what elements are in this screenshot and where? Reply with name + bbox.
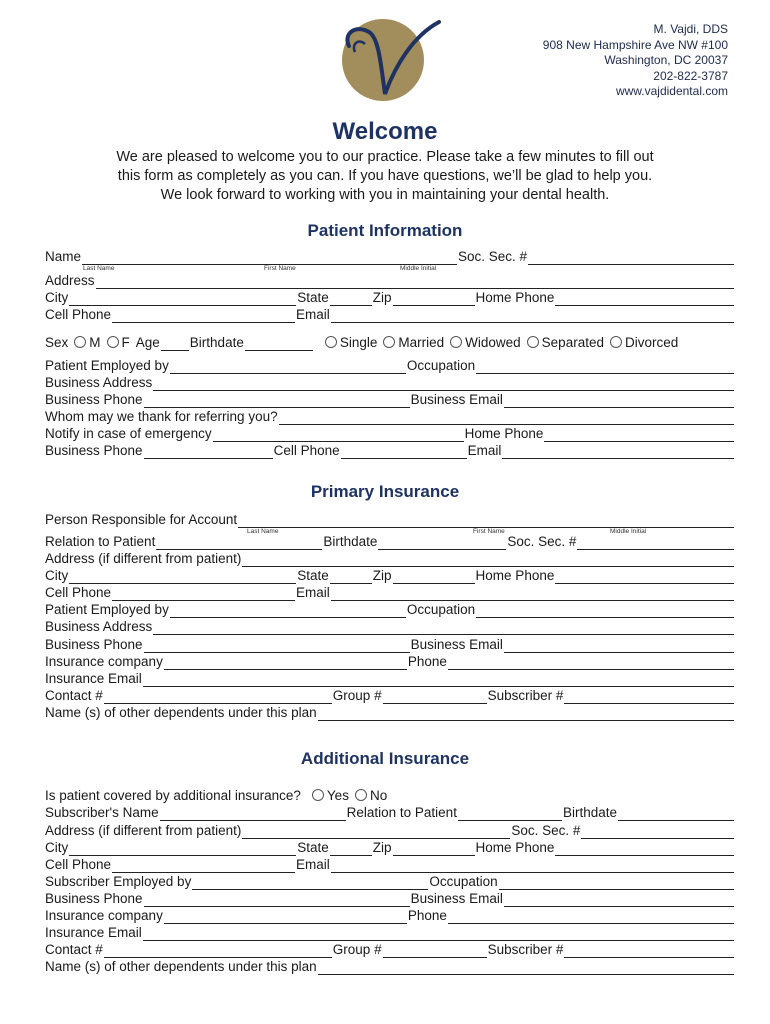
practice-website[interactable]: www.vajdidental.com [615, 84, 728, 98]
email-label: Email [296, 307, 330, 322]
subscriber-name-field[interactable] [160, 807, 346, 821]
city-label: City [45, 290, 69, 305]
primary-address-label: Address (if different from patient) [45, 551, 242, 566]
birthdate-field[interactable] [245, 337, 313, 351]
emergency-field[interactable] [213, 428, 464, 442]
primary-dependents-row [45, 704, 735, 721]
primary-ins-email-row [45, 670, 735, 687]
employer-label: Patient Employed by [45, 358, 169, 373]
city-state-zip: Washington, DC 20037 [604, 53, 728, 67]
intro-line-3: We look forward to working with you in maintaining your dental health. [160, 187, 610, 203]
additional-business-phone-row [45, 890, 735, 907]
home-phone-field[interactable] [555, 292, 734, 306]
primary-cell-field[interactable] [112, 587, 295, 601]
additional-employer-field[interactable] [192, 876, 428, 890]
responsible-field[interactable] [238, 514, 734, 528]
primary-home-phone-field[interactable] [555, 570, 734, 584]
additional-subscriber-field[interactable] [564, 944, 734, 958]
age-field[interactable] [161, 337, 189, 351]
additional-cell-label: Cell Phone [45, 857, 112, 872]
additional-subscriber-label: Subscriber # [487, 942, 564, 957]
additional-cell-row [45, 856, 735, 873]
business-address-row [45, 374, 735, 391]
sex-label: Sex [45, 335, 69, 350]
divorced-option[interactable]: Divorced [610, 335, 678, 351]
additional-phone-label: Phone [407, 908, 447, 923]
primary-group-label: Group # [332, 688, 382, 703]
first-name-caption: First Name [264, 265, 296, 272]
additional-relation-label: Relation to Patient [346, 805, 457, 820]
primary-occupation-label: Occupation [406, 602, 476, 617]
business-phone-row [45, 391, 735, 408]
additional-address-row [45, 822, 735, 839]
primary-birthdate-field[interactable] [378, 536, 506, 550]
additional-contact-label: Contact # [45, 942, 103, 957]
relation-field[interactable] [156, 536, 322, 550]
additional-city-field[interactable] [69, 842, 296, 856]
radio-icon[interactable] [107, 336, 119, 348]
state-label: State [297, 290, 329, 305]
referral-label: Whom may we thank for referring you? [45, 409, 278, 424]
additional-home-phone-label: Home Phone [475, 840, 555, 855]
primary-phone-field[interactable] [448, 656, 734, 670]
additional-cell-field[interactable] [112, 859, 295, 873]
practice-phone: 202-822-3787 [653, 68, 728, 83]
primary-contact-row [45, 687, 735, 704]
cell-field[interactable] [112, 309, 295, 323]
additional-zip-label: Zip [372, 840, 392, 855]
additional-business-phone-label: Business Phone [45, 891, 143, 906]
radio-icon[interactable] [74, 336, 86, 348]
primary-company-row [45, 653, 735, 670]
primary-insurance-heading: Primary Insurance [310, 482, 460, 501]
additional-dependents-row [45, 958, 735, 975]
primary-city-label: City [45, 568, 69, 583]
primary-ins-email-field[interactable] [143, 673, 734, 687]
sex-f-option[interactable]: F [107, 335, 130, 351]
occupation-field[interactable] [476, 360, 734, 374]
primary-state-field[interactable] [330, 570, 372, 584]
primary-subscriber-field[interactable] [564, 690, 734, 704]
additional-business-email-label: Business Email [410, 891, 503, 906]
responsible-row [45, 511, 735, 528]
additional-email-field[interactable] [331, 859, 734, 873]
radio-icon[interactable] [450, 336, 462, 348]
additional-home-phone-field[interactable] [555, 842, 734, 856]
additional-city-row [45, 839, 735, 856]
widowed-option[interactable]: Widowed [450, 335, 521, 351]
ssn-field[interactable] [528, 251, 734, 265]
additional-group-field[interactable] [383, 944, 487, 958]
doctor-name: M. Vajdi, DDS [653, 22, 728, 36]
primary-company-label: Insurance company [45, 654, 163, 669]
primary-employer-field[interactable] [170, 604, 406, 618]
name-label: Name [45, 249, 82, 264]
primary-contact-label: Contact # [45, 688, 103, 703]
emergency-email-label: Email [467, 443, 502, 458]
additional-company-row [45, 907, 735, 924]
additional-group-label: Group # [332, 942, 382, 957]
primary-email-field[interactable] [331, 587, 734, 601]
patient-name-row [45, 248, 735, 265]
additional-ins-email-field[interactable] [143, 927, 734, 941]
primary-phone-label: Phone [407, 654, 447, 669]
additional-business-phone-field[interactable] [144, 893, 410, 907]
practice-address-block [543, 22, 728, 100]
emergency-home-phone-label: Home Phone [464, 426, 544, 441]
primary-ins-email-label: Insurance Email [45, 671, 142, 686]
primary-birthdate-label: Birthdate [323, 534, 378, 549]
emergency-home-phone-field[interactable] [544, 428, 734, 442]
emergency-cell-label: Cell Phone [273, 443, 340, 458]
responsible-label: Person Responsible for Account [45, 512, 238, 527]
covered-row [45, 787, 735, 804]
intro-line-2: this form as completely as you can. If you have questions, we’ll be glad to help you. [117, 168, 653, 184]
referral-field[interactable] [279, 411, 734, 425]
married-option[interactable]: Married [383, 335, 444, 351]
emergency-row [45, 425, 735, 442]
zip-field[interactable] [393, 292, 475, 306]
business-phone-field[interactable] [144, 394, 410, 408]
relation-label: Relation to Patient [45, 534, 156, 549]
primary-zip-label: Zip [372, 568, 392, 583]
city-row [45, 289, 735, 306]
sex-marital-row [45, 334, 735, 351]
welcome-intro [0, 148, 770, 205]
emergency-business-phone-label: Business Phone [45, 443, 143, 458]
primary-business-phone-row [45, 636, 735, 653]
primary-dependents-label: Name (s) of other dependents under this plan [45, 705, 317, 720]
primary-state-label: State [297, 568, 329, 583]
additional-relation-field[interactable] [458, 807, 562, 821]
business-email-label: Business Email [410, 392, 503, 407]
additional-birthdate-label: Birthdate [562, 805, 617, 820]
covered-yes-option[interactable]: Yes [312, 788, 349, 804]
additional-insurance-heading: Additional Insurance [300, 749, 470, 768]
primary-business-address-field[interactable] [153, 621, 734, 635]
additional-address-label: Address (if different from patient) [45, 823, 242, 838]
covered-label: Is patient covered by additional insurance? [45, 788, 301, 803]
occupation-label: Occupation [406, 358, 476, 373]
emergency-email-field[interactable] [502, 445, 734, 459]
primary-dependents-field[interactable] [318, 707, 734, 721]
single-option[interactable]: Single [325, 335, 378, 351]
business-phone-label: Business Phone [45, 392, 143, 407]
email-field[interactable] [331, 309, 734, 323]
address-field[interactable] [96, 275, 734, 289]
additional-ins-email-row [45, 924, 735, 941]
emergency-business-phone-field[interactable] [144, 445, 273, 459]
primary-group-field[interactable] [383, 690, 487, 704]
city-field[interactable] [69, 292, 296, 306]
primary-occupation-field[interactable] [476, 604, 734, 618]
additional-address-field[interactable] [242, 825, 510, 839]
primary-employer-label: Patient Employed by [45, 602, 169, 617]
subscriber-name-label: Subscriber's Name [45, 805, 159, 820]
covered-no-option[interactable]: No [355, 788, 387, 804]
additional-occupation-label: Occupation [429, 874, 498, 889]
primary-cell-row [45, 584, 735, 601]
primary-contact-field[interactable] [104, 690, 332, 704]
ssn-label: Soc. Sec. # [457, 249, 527, 264]
primary-ssn-field[interactable] [577, 536, 734, 550]
age-label: Age [135, 335, 160, 350]
primary-ssn-label: Soc. Sec. # [507, 534, 577, 549]
additional-city-label: City [45, 840, 69, 855]
additional-contact-row [45, 941, 735, 958]
cell-label: Cell Phone [45, 307, 112, 322]
radio-icon[interactable] [527, 336, 539, 348]
radio-icon[interactable] [355, 789, 367, 801]
primary-business-email-field[interactable] [504, 639, 734, 653]
primary-address-field[interactable] [242, 553, 734, 567]
primary-subscriber-label: Subscriber # [487, 688, 564, 703]
primary-last-caption: Last Name [247, 528, 279, 535]
middle-initial-caption: Middle Initial [400, 265, 437, 272]
primary-business-phone-field[interactable] [144, 639, 410, 653]
additional-business-email-field[interactable] [504, 893, 734, 907]
emergency-phones-row [45, 442, 735, 459]
additional-company-label: Insurance company [45, 908, 163, 923]
primary-home-phone-label: Home Phone [475, 568, 555, 583]
primary-cell-label: Cell Phone [45, 585, 112, 600]
additional-employer-label: Subscriber Employed by [45, 874, 192, 889]
business-email-field[interactable] [504, 394, 734, 408]
radio-icon[interactable] [383, 336, 395, 348]
primary-employer-row [45, 601, 735, 618]
primary-middle-caption: Middle Initial [610, 528, 647, 535]
additional-occupation-field[interactable] [499, 876, 734, 890]
additional-email-label: Email [296, 857, 330, 872]
street-address: 908 New Hampshire Ave NW #100 [542, 37, 728, 52]
radio-icon[interactable] [325, 336, 337, 348]
address-row [45, 272, 735, 289]
additional-dependents-field[interactable] [318, 961, 734, 975]
primary-business-address-label: Business Address [45, 619, 153, 634]
additional-zip-field[interactable] [393, 842, 475, 856]
additional-ins-email-label: Insurance Email [45, 925, 142, 940]
state-field[interactable] [330, 292, 372, 306]
sex-m-option[interactable]: M [74, 335, 100, 351]
primary-city-field[interactable] [69, 570, 296, 584]
primary-company-field[interactable] [164, 656, 407, 670]
additional-state-label: State [297, 840, 329, 855]
primary-address-row [45, 550, 735, 567]
additional-birthdate-field[interactable] [618, 807, 734, 821]
referral-row [45, 408, 735, 425]
home-phone-label: Home Phone [475, 290, 555, 305]
additional-contact-field[interactable] [104, 944, 332, 958]
primary-email-label: Email [296, 585, 330, 600]
intro-line-1: We are pleased to welcome you to our practice. Please take a few minutes to fill out [116, 149, 654, 165]
primary-city-row [45, 567, 735, 584]
name-field[interactable] [82, 251, 457, 265]
radio-icon[interactable] [312, 789, 324, 801]
employer-row [45, 357, 735, 374]
separated-option[interactable]: Separated [527, 335, 604, 351]
birthdate-label: Birthdate [189, 335, 244, 350]
additional-phone-field[interactable] [448, 910, 734, 924]
additional-dependents-label: Name (s) of other dependents under this plan [45, 959, 317, 974]
patient-info-heading: Patient Information [307, 221, 463, 240]
subscriber-name-row [45, 804, 735, 821]
business-address-field[interactable] [153, 377, 734, 391]
welcome-title: Welcome [332, 118, 438, 145]
radio-icon[interactable] [610, 336, 622, 348]
practice-logo [335, 16, 445, 104]
additional-company-field[interactable] [164, 910, 407, 924]
zip-label: Zip [372, 290, 392, 305]
primary-business-address-row [45, 618, 735, 635]
additional-ssn-label: Soc. Sec. # [511, 823, 581, 838]
emergency-cell-field[interactable] [341, 445, 467, 459]
primary-first-caption: First Name [473, 528, 505, 535]
primary-zip-field[interactable] [393, 570, 475, 584]
last-name-caption: Last Name [83, 265, 115, 272]
cell-row [45, 306, 735, 323]
business-address-label: Business Address [45, 375, 153, 390]
emergency-label: Notify in case of emergency [45, 426, 212, 441]
employer-field[interactable] [170, 360, 406, 374]
additional-state-field[interactable] [330, 842, 372, 856]
additional-employer-row [45, 873, 735, 890]
primary-business-email-label: Business Email [410, 637, 503, 652]
additional-ssn-field[interactable] [581, 825, 734, 839]
relation-row [45, 533, 735, 550]
primary-business-phone-label: Business Phone [45, 637, 143, 652]
address-label: Address [45, 273, 95, 288]
